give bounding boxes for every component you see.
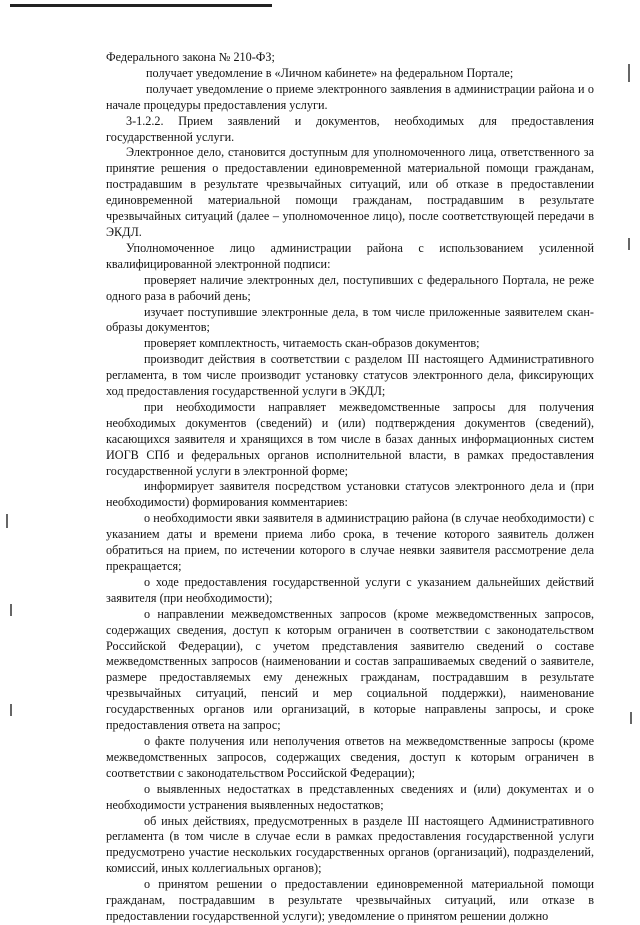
paragraph: 3-1.2.2. Прием заявлений и документов, необходимых для предоставления государственной услуги. <box>106 113 594 144</box>
paragraph: о необходимости явки заявителя в администрацию района (в случае необходимости) с указанием даты и времени приема либо срока, в течение которого заявитель должен обратиться на прием, по истечении которого в случае неявки заявителя рассмотрение дела прекращается; <box>106 511 594 573</box>
paragraph: проверяет наличие электронных дел, поступивших с федерального Портала, не реже одного раза в рабочий день; <box>106 272 594 303</box>
paragraph: при необходимости направляет межведомственные запросы для получения необходимых документов (сведений) и (или) подтверждения документов (сведений), касающихся заявителя и хранящихся в том числе в базах данных информационных систем ИОГВ СПб и федеральных органов исполнительной власти, в рамках предоставления государственной услуги в электронной форме; <box>106 399 594 478</box>
document-body <box>106 50 594 925</box>
paragraph: Электронное дело, становится доступным для уполномоченного лица, ответственного за принятие решения о предоставлении единовременной материальной помощи гражданам, пострадавшим в результате чрезвычайных ситуаций, или об отказе в предоставлении единовременной материальной помощи гражданам, пострадавшим в результате чрезвычайных ситуаций (далее – уполномоченное лицо), после соответствующей передачи в ЭКДЛ. <box>106 145 594 239</box>
paragraph: о факте получения или неполучения ответов на межведомственные запросы (кроме межведомственных запросов, содержащих сведения, доступ к которым ограничен в соответствии с законодательством Российской Федерации); <box>106 733 594 780</box>
paragraph: о ходе предоставления государственной услуги с указанием дальнейших действий заявителя (при необходимости); <box>106 574 594 605</box>
left-margin-mark <box>6 514 8 528</box>
right-margin-mark <box>628 64 630 82</box>
paragraph: проверяет комплектность, читаемость скан-образов документов; <box>144 336 480 351</box>
paragraph: изучает поступившие электронные дела, в том числе приложенные заявителем скан-образы документов; <box>106 304 594 335</box>
right-margin-mark <box>630 712 632 724</box>
paragraph: о принятом решении о предоставлении единовременной материальной помощи гражданам, пострадавшим в результате чрезвычайных ситуаций, или отказе в предоставлении государственной услуги); уведомление о принятом решении должно <box>106 877 594 923</box>
paragraph: Федерального закона № 210-ФЗ; <box>106 50 275 64</box>
paragraph: Уполномоченное лицо администрации района с использованием усиленной квалифицированной электронной подписи: <box>106 240 594 271</box>
paragraph: о направлении межведомственных запросов (кроме межведомственных запросов, содержащих сведения, доступ к которым ограничен в соответствии с законодательством Российской Федерации), с учетом представления заявителю сведений о составе межведомственных запросов (наименовании и состав запрашиваемых сведений о заявителе, размере предоставляемых ему денежных гражданам, пострадавшим в результате чрезвычайных ситуаций, пенсий и мер социальной поддержки), наименование государственных органов или организаций, в которые направлены запросы, и сроке предоставления ответа на запрос; <box>106 606 594 733</box>
top-rule <box>10 4 272 7</box>
paragraph: об иных действиях, предусмотренных в разделе III настоящего Административного регламента (в том числе в случае если в рамках предоставления государственной услуги предусмотрено участие нескольких государственных органов (организаций), подразделений, комиссий, иных коллегиальных органов); <box>106 813 594 876</box>
paragraph: получает уведомление о приеме электронного заявления в администрации района и о начале процедуры предоставления услуги. <box>106 81 594 112</box>
left-margin-mark <box>10 604 12 616</box>
paragraph: информирует заявителя посредством установки статусов электронного дела и (при необходимости) формирования комментариев: <box>106 479 594 510</box>
paragraph: производит действия в соответствии с разделом III настоящего Административного регламента, в том числе производит установку статусов электронного дела, фиксирующих ход предоставления государственной услуги в ЭКДЛ; <box>106 352 594 399</box>
paragraph: получает уведомление в «Личном кабинете» на федеральном Портале; <box>146 65 514 80</box>
paragraph: о выявленных недостатках в представленных сведениях и (или) документах и о необходимости устранения выявленных недостатков; <box>106 781 594 812</box>
right-margin-mark <box>628 238 630 250</box>
left-margin-mark <box>10 704 12 716</box>
